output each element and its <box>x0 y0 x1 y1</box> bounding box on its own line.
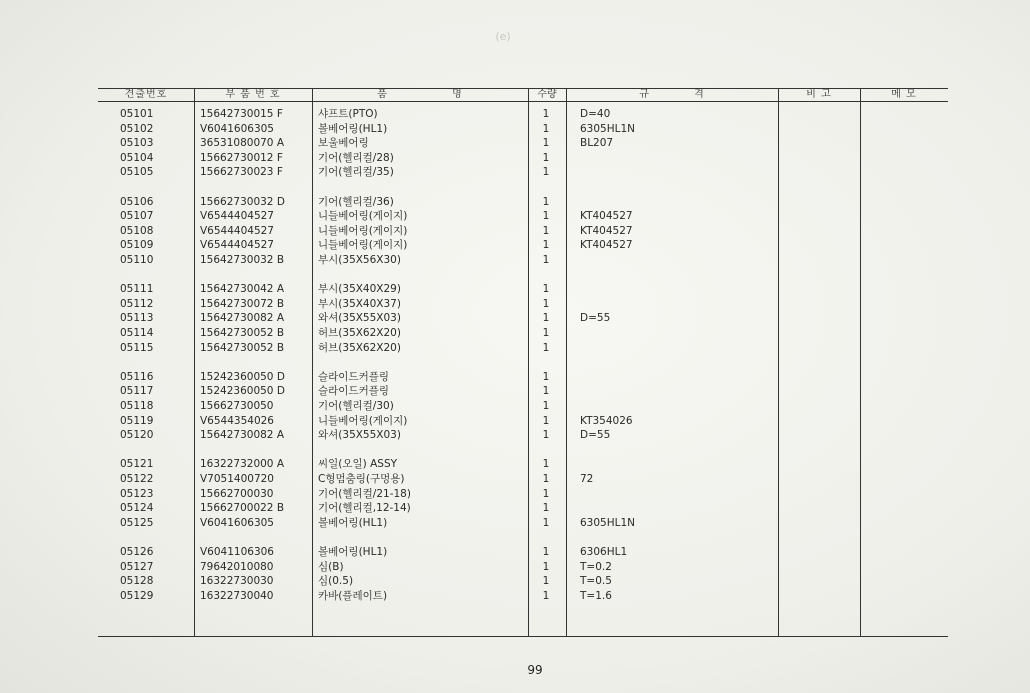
row-part-number: 15642730032 B <box>200 254 285 266</box>
table-row <box>98 224 948 238</box>
row-code: 05116 <box>120 370 154 383</box>
row-quantity: 1 <box>542 137 550 150</box>
row-item-name: 볼베어링(HL1) <box>318 516 388 529</box>
page-number: 99 <box>527 663 543 677</box>
row-quantity: 1 <box>542 327 550 339</box>
row-quantity: 1 <box>542 589 550 602</box>
row-code: 05109 <box>120 239 154 252</box>
row-part-number: V6544404527 <box>200 210 274 223</box>
row-item-name: 니들베어링(게이지) <box>318 239 408 252</box>
row-code: 05103 <box>120 137 154 150</box>
table-row <box>98 253 948 267</box>
table-row <box>98 238 948 252</box>
row-quantity: 1 <box>542 370 550 383</box>
row-part-number: V6041106306 <box>200 546 274 558</box>
row-item-name: 니들베어링(게이지) <box>318 414 408 427</box>
header-remarks: 비 고 <box>806 89 832 100</box>
row-item-name: 볼베어링(HL1) <box>318 122 388 135</box>
row-quantity: 1 <box>542 122 550 135</box>
table-row <box>98 457 948 471</box>
row-part-number: 15642730042 A <box>200 283 285 296</box>
row-code: 05127 <box>120 560 154 573</box>
table-row <box>98 414 948 428</box>
row-item-name: 슬라이드커플링 <box>318 370 390 383</box>
row-code: 05115 <box>120 341 154 354</box>
row-quantity: 1 <box>542 224 550 237</box>
table-row <box>98 487 948 501</box>
row-part-number: 15662730012 F <box>200 151 283 164</box>
row-quantity: 1 <box>542 385 550 398</box>
row-code: 05126 <box>120 546 154 558</box>
row-item-name: 보울베어링 <box>318 137 369 150</box>
row-code: 05123 <box>120 487 154 500</box>
row-item-name: 허브(35X62X20) <box>318 327 401 339</box>
row-item-name: 기어(헬리컬/28) <box>318 151 394 164</box>
table-row <box>98 472 948 486</box>
row-specification: KT404527 <box>580 210 633 223</box>
faint-page-mark: (e) <box>495 30 511 43</box>
row-specification: 72 <box>580 473 594 485</box>
row-specification: 6306HL1 <box>580 546 628 558</box>
header-bottom-rule <box>98 101 948 102</box>
row-code: 05110 <box>120 254 154 266</box>
table-row <box>98 195 948 209</box>
row-part-number: V6544404527 <box>200 224 274 237</box>
row-part-number: 16322730040 <box>200 589 274 602</box>
row-specification: D=40 <box>580 108 611 120</box>
row-part-number: 16322732000 A <box>200 458 285 471</box>
row-part-number: 79642010080 <box>200 560 274 573</box>
row-item-name: 샤프트(PTO) <box>318 108 378 120</box>
row-part-number: V7051400720 <box>200 473 274 485</box>
row-specification: KT404527 <box>580 239 633 252</box>
row-item-name: 볼베어링(HL1) <box>318 546 388 558</box>
row-part-number: 15642730015 F <box>200 108 283 120</box>
row-item-name: 와셔(35X55X03) <box>318 429 401 442</box>
row-quantity: 1 <box>542 210 550 223</box>
row-part-number: V6544354026 <box>200 414 274 427</box>
row-part-number: 15642730052 B <box>200 327 285 339</box>
row-item-name: 부시(35X40X37) <box>318 297 401 310</box>
row-item-name: 심(B) <box>318 560 344 573</box>
row-specification: D=55 <box>580 429 611 442</box>
table-row <box>98 428 948 442</box>
row-quantity: 1 <box>542 429 550 442</box>
row-quantity: 1 <box>542 297 550 310</box>
table-row <box>98 136 948 150</box>
header-code: 견출번호 <box>124 89 168 100</box>
row-code: 05112 <box>120 297 154 310</box>
row-quantity: 1 <box>542 151 550 164</box>
row-part-number: 16322730030 <box>200 575 274 588</box>
row-part-number: 15662730023 F <box>200 166 283 179</box>
row-item-name: 기어(헬리컬/36) <box>318 195 394 208</box>
table-row <box>98 326 948 340</box>
table-row <box>98 370 948 384</box>
table-row <box>98 501 948 515</box>
table-row <box>98 107 948 121</box>
header-memo: 메 모 <box>891 89 917 100</box>
row-part-number: V6041606305 <box>200 122 274 135</box>
table-row <box>98 311 948 325</box>
row-code: 05118 <box>120 400 154 412</box>
parts-table <box>98 88 948 638</box>
table-row <box>98 282 948 296</box>
table-row <box>98 399 948 413</box>
row-code: 05101 <box>120 108 154 120</box>
header-item-name: 품 명 <box>377 89 463 100</box>
row-code: 05114 <box>120 327 154 339</box>
row-quantity: 1 <box>542 560 550 573</box>
row-specification: T=0.2 <box>580 560 612 573</box>
row-item-name: 기어(헬리컬/21-18) <box>318 487 411 500</box>
table-row <box>98 165 948 179</box>
table-bottom-rule <box>98 636 948 637</box>
row-part-number: 36531080070 A <box>200 137 285 150</box>
row-item-name: 씨일(오일) ASSY <box>318 458 398 471</box>
row-specification: KT404527 <box>580 224 633 237</box>
header-part-number: 부 품 번 호 <box>225 89 281 100</box>
table-row <box>98 122 948 136</box>
row-quantity: 1 <box>542 487 550 500</box>
row-item-name: 부시(35X40X29) <box>318 283 401 296</box>
row-quantity: 1 <box>542 283 550 296</box>
row-code: 05125 <box>120 516 154 529</box>
row-item-name: 카바(플레이트) <box>318 589 388 602</box>
row-item-name: 부시(35X56X30) <box>318 254 401 266</box>
row-part-number: V6041606305 <box>200 516 274 529</box>
row-item-name: C형멈춤링(구멍용) <box>318 473 405 485</box>
table-row <box>98 574 948 588</box>
row-code: 05107 <box>120 210 154 223</box>
table-row <box>98 560 948 574</box>
row-code: 05129 <box>120 589 154 602</box>
row-quantity: 1 <box>542 516 550 529</box>
row-specification: 6305HL1N <box>580 516 636 529</box>
row-quantity: 1 <box>542 473 550 485</box>
row-specification: KT354026 <box>580 414 633 427</box>
header-specification: 규 격 <box>639 89 705 100</box>
row-quantity: 1 <box>542 166 550 179</box>
row-specification: BL207 <box>580 137 614 150</box>
row-quantity: 1 <box>542 195 550 208</box>
row-quantity: 1 <box>542 502 550 515</box>
row-part-number: 15242360050 D <box>200 385 285 398</box>
row-item-name: 심(0.5) <box>318 575 354 588</box>
row-item-name: 기어(헬리컬/35) <box>318 166 394 179</box>
table-row <box>98 209 948 223</box>
row-code: 05128 <box>120 575 154 588</box>
row-item-name: 니들베어링(게이지) <box>318 224 408 237</box>
row-part-number: 15642730052 B <box>200 341 285 354</box>
row-code: 05108 <box>120 224 154 237</box>
row-quantity: 1 <box>542 341 550 354</box>
row-code: 05104 <box>120 151 154 164</box>
table-row <box>98 516 948 530</box>
row-code: 05102 <box>120 122 154 135</box>
row-item-name: 기어(헬리컬/30) <box>318 400 394 412</box>
row-item-name: 허브(35X62X20) <box>318 341 401 354</box>
table-row <box>98 384 948 398</box>
row-item-name: 슬라이드커플링 <box>318 385 390 398</box>
row-code: 05113 <box>120 312 154 325</box>
row-item-name: 와셔(35X55X03) <box>318 312 401 325</box>
row-item-name: 기어(헬리컬,12-14) <box>318 502 411 515</box>
row-code: 05122 <box>120 473 154 485</box>
row-code: 05124 <box>120 502 154 515</box>
row-quantity: 1 <box>542 414 550 427</box>
row-code: 05106 <box>120 195 154 208</box>
table-row <box>98 341 948 355</box>
row-code: 05105 <box>120 166 154 179</box>
row-specification: T=1.6 <box>580 589 612 602</box>
row-code: 05121 <box>120 458 154 471</box>
table-row <box>98 545 948 559</box>
row-specification: T=0.5 <box>580 575 612 588</box>
row-part-number: V6544404527 <box>200 239 274 252</box>
row-part-number: 15642730072 B <box>200 297 285 310</box>
row-code: 05111 <box>120 283 154 296</box>
row-part-number: 15642730082 A <box>200 429 285 442</box>
table-row <box>98 589 948 603</box>
header-quantity: 수량 <box>537 89 557 100</box>
row-item-name: 니들베어링(게이지) <box>318 210 408 223</box>
row-quantity: 1 <box>542 575 550 588</box>
row-code: 05119 <box>120 414 154 427</box>
table-row <box>98 151 948 165</box>
row-part-number: 15662700022 B <box>200 502 285 515</box>
row-part-number: 15242360050 D <box>200 370 285 383</box>
table-row <box>98 297 948 311</box>
row-quantity: 1 <box>542 312 550 325</box>
row-quantity: 1 <box>542 400 550 412</box>
row-code: 05120 <box>120 429 154 442</box>
row-specification: D=55 <box>580 312 611 325</box>
row-quantity: 1 <box>542 239 550 252</box>
row-part-number: 15642730082 A <box>200 312 285 325</box>
row-part-number: 15662700030 <box>200 487 274 500</box>
row-part-number: 15662730050 <box>200 400 274 412</box>
row-quantity: 1 <box>542 458 550 471</box>
row-quantity: 1 <box>542 254 550 266</box>
row-specification: 6305HL1N <box>580 122 636 135</box>
row-quantity: 1 <box>542 546 550 558</box>
row-code: 05117 <box>120 385 154 398</box>
row-part-number: 15662730032 D <box>200 195 285 208</box>
row-quantity: 1 <box>542 108 550 120</box>
